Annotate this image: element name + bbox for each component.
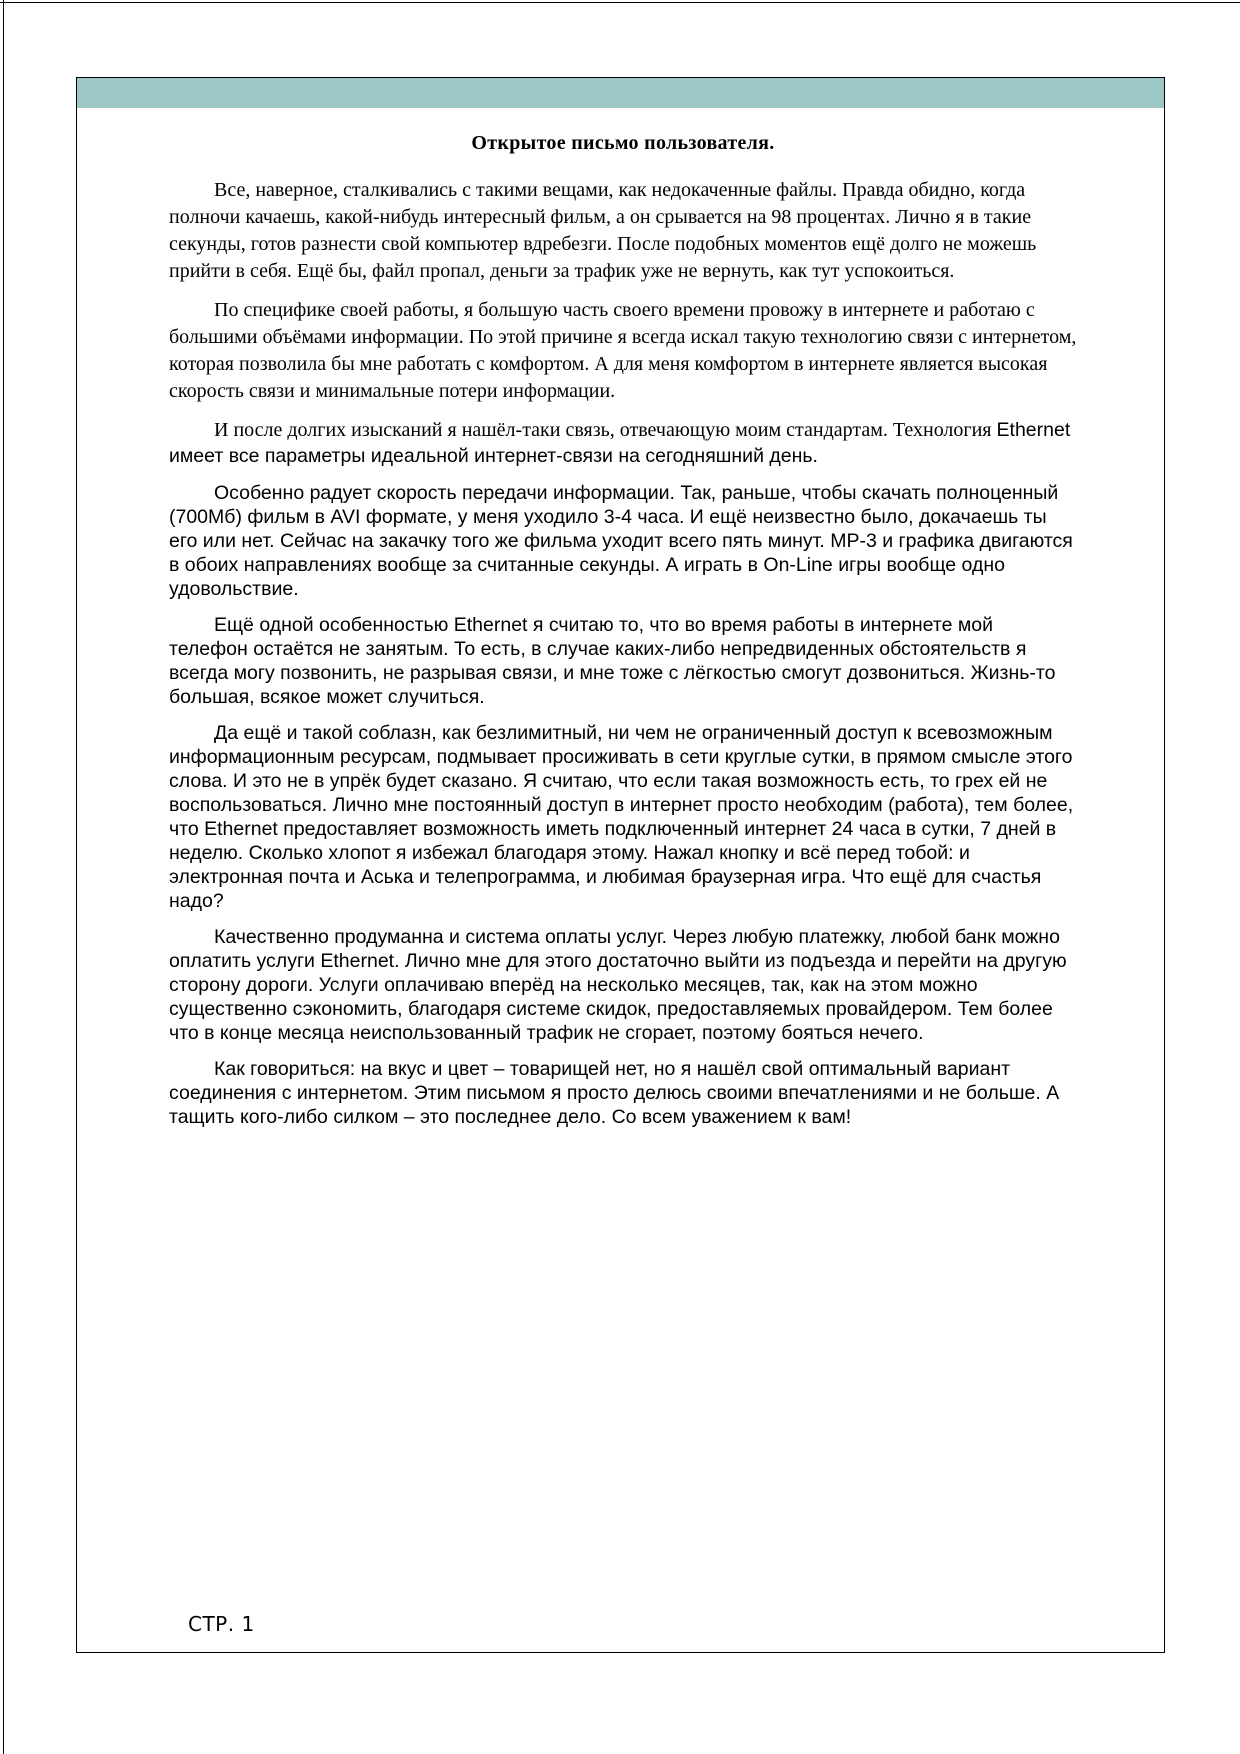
paragraph-3 (169, 417, 1077, 469)
page-number: СТР. 1 (188, 1612, 255, 1636)
paragraph-5: Ещё одной особенностью Ethernet я считаю то, что во время работы в интернете мой телефон остаётся не занятым. То есть, в случае каких-либо непредвиденных обстоятельств я всегда могу позвонить, не разрывая связи, и мне тоже с лёгкостью смогут дозвониться. Жизнь-то большая, всякое может случиться. (169, 614, 1056, 708)
paragraph-8: Как говориться: на вкус и цвет – товарищей нет, но я нашёл свой оптимальный вариант соединения с интернетом. Этим письмом я просто делюсь своими впечатлениями и не больше. А тащить кого-либо силком – это последнее дело. Со всем уважением к вам! (169, 1058, 1060, 1128)
document-sheet (76, 77, 1165, 1653)
page-edge-top-border (0, 2, 1240, 3)
paragraph-3-sans-run: Ethernet имеет все параметры идеальной интернет-связи на сегодняшний день. (169, 419, 1071, 467)
paragraph-7: Качественно продуманна и система оплаты услуг. Через любую платежку, любой банк можно оплатить услуги Ethernet. Лично мне для этого достаточно выйти из подъезда и перейти на другую сторону дороги. Услуги оплачиваю вперёд на несколько месяцев, так, как на этом можно существенно сэкономить, благодаря системе скидок, предоставляемых провайдером. Тем более что в конце месяца неиспользованный трафик не сгорает, поэтому бояться нечего. (169, 926, 1067, 1044)
page-edge-left-border (3, 0, 4, 1754)
paragraph-2: По специфике своей работы, я большую часть своего времени провожу в интернете и работаю с большими объёмами информации. По этой причине я всегда искал такую технологию связи с интернетом, которая позволила бы мне работать с комфортом. А для меня комфортом в интернете является высокая скорость связи и минимальные потери информации. (169, 299, 1077, 402)
paragraph-1: Все, наверное, сталкивались с такими вещами, как недокаченные файлы. Правда обидно, когда полночи качаешь, какой-нибудь интересный фильм, а он срывается на 98 процентах. Лично я в такие секунды, готов разнести свой компьютер вдребезги. После подобных моментов ещё долго не можешь прийти в себя. Ещё бы, файл пропал, деньги за трафик уже не вернуть, как тут успокоиться. (169, 179, 1037, 282)
document-title: Открытое письмо пользователя. (471, 132, 775, 154)
paragraph-4: Особенно радует скорость передачи информации. Так, раньше, чтобы скачать полноценный (700Мб) фильм в AVI формате, у меня уходило 3-4 часа. И ещё неизвестно было, докачаешь ты его или нет. Сейчас на закачку того же фильма уходит всего пять минут. МР-3 и графика двигаются в обоих направлениях вообще за считанные секунды. А играть в On-Line игры вообще одно удовольствие. (169, 482, 1073, 600)
header-accent-band (77, 78, 1164, 108)
paragraph-3-serif-run: И после долгих изысканий я нашёл-таки связь, отвечающую моим стандартам. Технология (214, 419, 992, 441)
paragraph-6: Да ещё и такой соблазн, как безлимитный, ни чем не ограниченный доступ к всевозможным информационным ресурсам, подмывает просиживать в сети круглые сутки, в прямом смысле этого слова. И это не в упрёк будет сказано. Я считаю, что если такая возможность есть, то грех ей не воспользоваться. Лично мне постоянный доступ в интернет просто необходим (работа), тем более, что Ethernet предоставляет возможность иметь подключенный интернет 24 часа в сутки, 7 дней в неделю. Сколько хлопот я избежал благодаря этому. Нажал кнопку и всё перед тобой: и электронная почта и Аська и телепрограмма, и любимая браузерная игра. Что ещё для счастья надо? (169, 722, 1074, 912)
document-content (77, 132, 1164, 1129)
